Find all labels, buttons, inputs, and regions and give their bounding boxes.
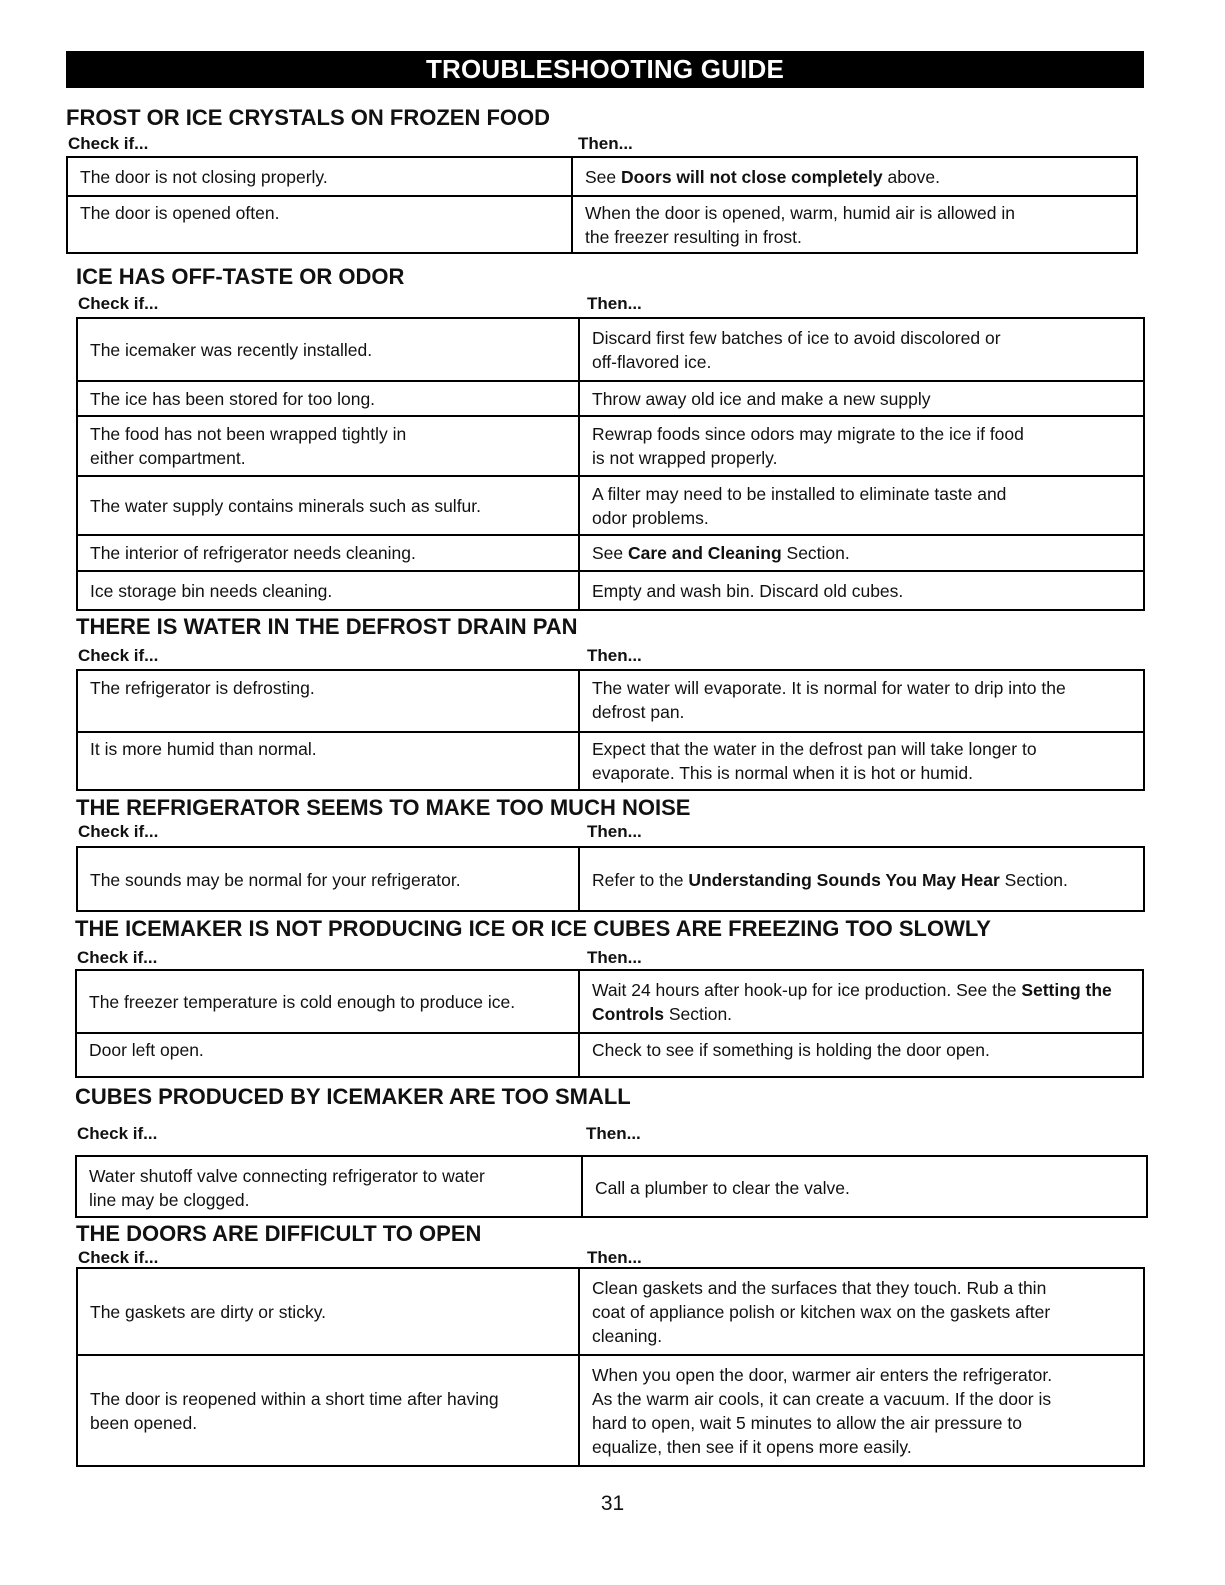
then-text xyxy=(595,1176,850,1200)
then-cell xyxy=(580,1269,1143,1355)
check-text: The icemaker was recently installed. xyxy=(90,340,373,360)
then-text-part: Section. xyxy=(999,870,1068,890)
then-text-emphasis: Understanding Sounds You May Hear xyxy=(688,870,1000,890)
section-title: CUBES PRODUCED BY ICEMAKER ARE TOO SMALL xyxy=(75,1084,631,1109)
check-if-label: Check if... xyxy=(77,948,158,967)
then-text-emphasis: Care and Cleaning xyxy=(628,543,782,563)
then-cell xyxy=(573,158,1136,196)
check-text: Ice storage bin needs cleaning. xyxy=(90,581,333,601)
check-text: The refrigerator is defrosting. xyxy=(90,678,315,698)
check-text: The door is opened often. xyxy=(80,203,280,223)
check-cell xyxy=(78,1355,578,1467)
then-cell xyxy=(580,671,1143,732)
then-text xyxy=(592,422,1024,470)
check-text: The ice has been stored for too long. xyxy=(90,388,376,409)
then-cell xyxy=(580,319,1143,381)
check-cell xyxy=(78,848,578,912)
troubleshooting-table xyxy=(76,846,1145,912)
check-cell xyxy=(68,196,571,254)
then-text xyxy=(585,201,1015,249)
check-if-label: Check if... xyxy=(78,646,159,665)
page-banner-title: TROUBLESHOOTING GUIDE xyxy=(66,51,1144,88)
check-text: Door left open. xyxy=(89,1040,204,1060)
then-label: Then... xyxy=(587,646,642,665)
check-cell xyxy=(78,476,578,535)
then-label: Then... xyxy=(587,822,642,841)
then-text-part: Throw away old ice and make a new supply xyxy=(592,388,931,409)
then-text-part: Rewrap foods since odors may migrate to the ice if food is not wrapped properly. xyxy=(592,424,1024,468)
then-text xyxy=(592,326,1001,374)
then-cell xyxy=(580,1355,1143,1467)
then-text-part: Check to see if something is holding the door open. xyxy=(592,1040,990,1060)
check-text: The freezer temperature is cold enough to produce ice. xyxy=(89,992,516,1012)
check-text: The water supply contains minerals such as sulfur. xyxy=(90,495,482,516)
section-title: THE DOORS ARE DIFFICULT TO OPEN xyxy=(76,1221,482,1246)
then-text-part: Refer to the xyxy=(592,870,689,890)
check-if-label: Check if... xyxy=(78,822,159,841)
then-text-part: above. xyxy=(882,167,940,187)
check-cell xyxy=(78,416,578,476)
then-label: Then... xyxy=(587,1248,642,1267)
check-if-label: Check if... xyxy=(78,1248,159,1267)
check-text: The gaskets are dirty or sticky. xyxy=(90,1302,327,1322)
troubleshooting-table xyxy=(76,669,1145,791)
check-text: The door is not closing properly. xyxy=(80,167,328,187)
troubleshooting-table xyxy=(75,1155,1148,1218)
then-cell xyxy=(583,1157,1146,1218)
check-cell xyxy=(78,671,578,732)
then-text-part: Expect that the water in the defrost pan will take longer to evaporate. This is normal when it is hot or humid. xyxy=(592,739,1037,783)
troubleshooting-table xyxy=(76,1267,1145,1467)
troubleshooting-table xyxy=(66,156,1138,254)
then-text xyxy=(592,676,1066,724)
check-text: It is more humid than normal. xyxy=(90,739,317,759)
then-text xyxy=(592,1363,1052,1459)
check-cell xyxy=(68,158,571,196)
check-text: The sounds may be normal for your refrigerator. xyxy=(90,870,461,890)
then-text xyxy=(592,737,1037,785)
then-label: Then... xyxy=(587,294,642,313)
then-cell xyxy=(580,1033,1142,1078)
then-label: Then... xyxy=(586,1124,641,1143)
then-text-emphasis: Setting the Controls xyxy=(592,980,1112,1024)
check-text: The food has not been wrapped tightly in either compartment. xyxy=(90,424,407,468)
page-number: 31 xyxy=(600,1492,625,1515)
then-cell xyxy=(580,971,1142,1033)
then-text-part: Discard first few batches of ice to avoid discolored or off-flavored ice. xyxy=(592,328,1001,372)
check-cell xyxy=(78,732,578,791)
then-cell xyxy=(580,381,1143,416)
check-cell xyxy=(78,319,578,381)
check-cell xyxy=(77,1033,578,1078)
section-title: THE ICEMAKER IS NOT PRODUCING ICE OR ICE CUBES ARE FREEZING TOO SLOWLY xyxy=(75,916,991,941)
check-if-label: Check if... xyxy=(77,1124,158,1143)
then-text xyxy=(592,541,850,565)
check-if-label: Check if... xyxy=(78,294,159,313)
then-text xyxy=(592,579,903,603)
check-text: The interior of refrigerator needs cleaning. xyxy=(90,543,416,563)
then-text-part: The water will evaporate. It is normal for water to drip into the defrost pan. xyxy=(592,678,1066,722)
check-cell xyxy=(78,571,578,611)
troubleshooting-table xyxy=(75,969,1144,1078)
then-cell xyxy=(580,571,1143,611)
then-text-emphasis: Doors will not close completely xyxy=(621,167,883,187)
check-cell xyxy=(77,971,578,1033)
check-cell xyxy=(77,1157,581,1218)
then-text-part: When you open the door, warmer air enters the refrigerator. As the warm air cools, it can create a vacuum. If the door is hard to open, wait 5 minutes to allow the air pressure to equalize, then see if it opens more easily. xyxy=(592,1365,1053,1457)
then-text-part: Empty and wash bin. Discard old cubes. xyxy=(592,581,904,601)
section-title: ICE HAS OFF-TASTE OR ODOR xyxy=(76,264,405,289)
then-text xyxy=(592,868,1068,892)
then-cell xyxy=(580,732,1143,791)
section-title: FROST OR ICE CRYSTALS ON FROZEN FOOD xyxy=(66,105,550,130)
check-if-label: Check if... xyxy=(68,134,149,153)
check-text: Water shutoff valve connecting refrigerator to water line may be clogged. xyxy=(89,1165,485,1210)
then-cell xyxy=(580,848,1143,912)
then-text xyxy=(592,1038,990,1062)
then-text-part: A filter may need to be installed to eliminate taste and odor problems. xyxy=(592,483,1007,528)
then-text-part: Call a plumber to clear the valve. xyxy=(595,1177,850,1198)
then-text-part: Section. xyxy=(781,543,850,563)
section-title: THE REFRIGERATOR SEEMS TO MAKE TOO MUCH NOISE xyxy=(76,795,691,820)
troubleshooting-table xyxy=(76,317,1145,611)
section-title: THERE IS WATER IN THE DEFROST DRAIN PAN xyxy=(76,614,578,639)
then-text-part: When the door is opened, warm, humid air is allowed in the freezer resulting in frost. xyxy=(585,203,1015,247)
check-cell xyxy=(78,1269,578,1355)
then-label: Then... xyxy=(578,134,633,153)
then-cell xyxy=(580,535,1143,571)
then-text-part: See xyxy=(592,543,628,563)
then-cell xyxy=(580,416,1143,476)
then-text xyxy=(592,978,1130,1026)
then-label: Then... xyxy=(587,948,642,967)
then-cell xyxy=(580,476,1143,535)
check-text: The door is reopened within a short time after having been opened. xyxy=(90,1389,499,1433)
check-cell xyxy=(78,535,578,571)
then-text-part: Clean gaskets and the surfaces that they touch. Rub a thin coat of appliance polish or kitchen wax on the gaskets after cleaning. xyxy=(592,1278,1051,1346)
then-text-part: See xyxy=(585,167,621,187)
then-text xyxy=(592,482,1006,530)
then-cell xyxy=(573,196,1136,254)
then-text xyxy=(585,165,940,189)
check-cell xyxy=(78,381,578,416)
then-text-part: Section. xyxy=(663,1004,733,1024)
then-text xyxy=(592,1276,1050,1348)
then-text-part: Wait 24 hours after hook-up for ice production. See the xyxy=(592,980,1022,1000)
then-text xyxy=(592,387,931,411)
